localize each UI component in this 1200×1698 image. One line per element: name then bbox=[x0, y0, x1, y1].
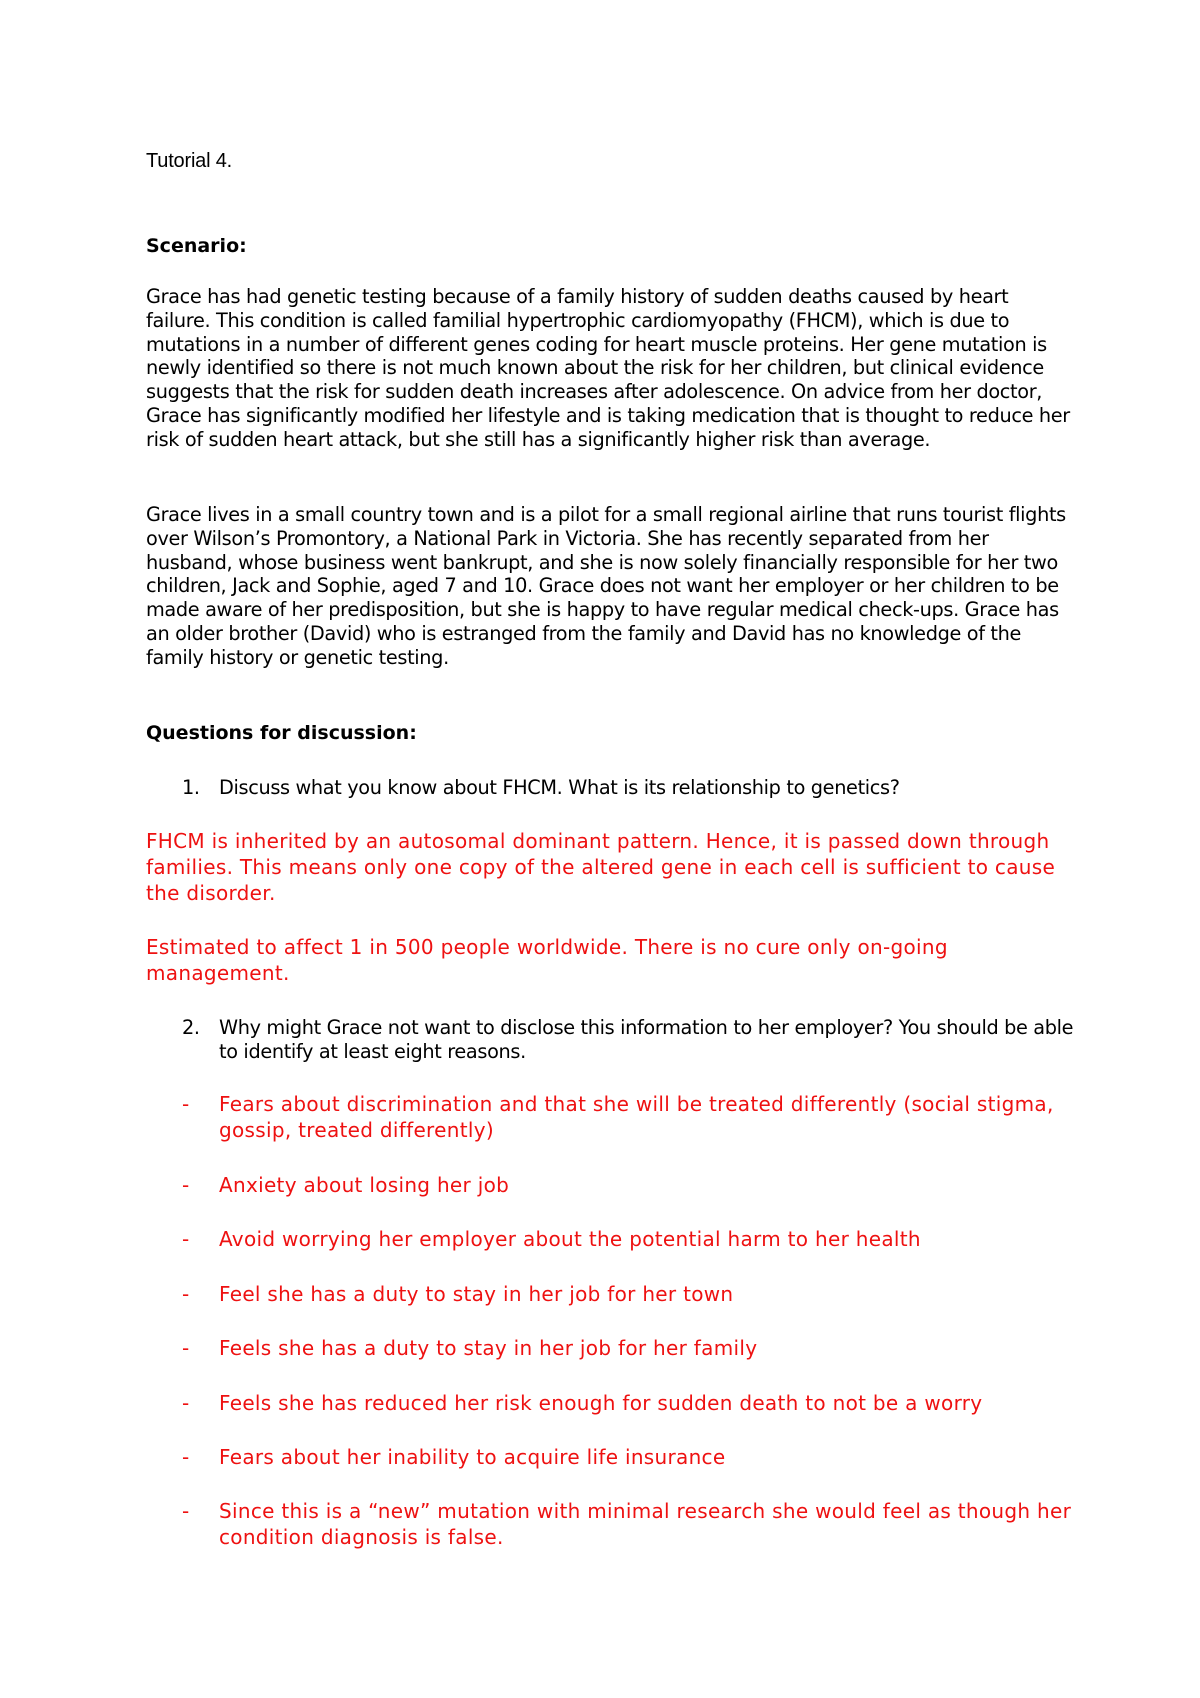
reason-item bbox=[146, 1390, 1076, 1416]
reason-item bbox=[146, 1281, 1076, 1307]
answer-1-paragraph-2: Estimated to affect 1 in 500 people worldwide. There is no cure only on-going management. bbox=[146, 935, 948, 985]
reason-item bbox=[146, 1335, 1076, 1361]
answer-1-paragraph-1: FHCM is inherited by an autosomal dominant pattern. Hence, it is passed down through families. This means only one copy of the altered gene in each cell is sufficient to cause the disorder. bbox=[146, 829, 1056, 905]
bullet-dash: - bbox=[182, 1227, 190, 1251]
reason-item bbox=[146, 1226, 1076, 1252]
reason-text: Feel she has a duty to stay in her job for her town bbox=[219, 1282, 734, 1306]
bullet-dash: - bbox=[182, 1092, 190, 1116]
question-1-text: Discuss what you know about FHCM. What is its relationship to genetics? bbox=[219, 776, 900, 799]
reason-item bbox=[146, 1498, 1076, 1550]
questions-heading: Questions for discussion: bbox=[146, 722, 417, 744]
reason-item bbox=[146, 1172, 1076, 1198]
question-1-number: 1. bbox=[182, 776, 200, 799]
reason-text: Fears about her inability to acquire life insurance bbox=[219, 1445, 726, 1469]
bullet-dash: - bbox=[182, 1173, 190, 1197]
question-1 bbox=[146, 776, 1076, 800]
scenario-paragraph-1: Grace has had genetic testing because of a family history of sudden deaths caused by heart failure. This condition is called familial hypertrophic cardiomyopathy (FHCM), which is due to mutations in a number of different genes coding for heart muscle proteins. Her gene mutation is newly identified so there is not much known about the risk for her children, but clinical evidence suggests that the risk for sudden death increases after adolescence. On advice from her doctor, Grace has significantly modified her lifestyle and is taking medication that is thought to reduce her risk of sudden heart attack, but she still has a significantly higher risk than average. bbox=[146, 285, 1070, 451]
reason-text: Feels she has reduced her risk enough for sudden death to not be a worry bbox=[219, 1391, 983, 1415]
scenario-paragraph-2: Grace lives in a small country town and is a pilot for a small regional airline that runs tourist flights over Wilson’s Promontory, a National Park in Victoria. She has recently separated from her husband, whose business went bankrupt, and she is now solely financially responsible for her two children, Jack and Sophie, aged 7 and 10. Grace does not want her employer or her children to be made aware of her predisposition, but she is happy to have regular medical check-ups. Grace has an older brother (David) who is estranged from the family and David has no knowledge of the family history or genetic testing. bbox=[146, 503, 1066, 669]
bullet-dash: - bbox=[182, 1282, 190, 1306]
bullet-dash: - bbox=[182, 1336, 190, 1360]
bullet-dash: - bbox=[182, 1499, 190, 1523]
reason-text: Fears about discrimination and that she will be treated differently (social stigma, gossip, treated differently) bbox=[219, 1092, 1054, 1142]
document-title: Tutorial 4. bbox=[146, 150, 232, 172]
reason-text: Since this is a “new” mutation with minimal research she would feel as though her condition diagnosis is false. bbox=[219, 1499, 1072, 1549]
reason-text: Anxiety about losing her job bbox=[219, 1173, 510, 1197]
bullet-dash: - bbox=[182, 1445, 190, 1469]
scenario-heading: Scenario: bbox=[146, 235, 247, 257]
reason-text: Avoid worrying her employer about the potential harm to her health bbox=[219, 1227, 921, 1251]
bullet-dash: - bbox=[182, 1391, 190, 1415]
question-2-number: 2. bbox=[182, 1016, 200, 1039]
question-2 bbox=[146, 1016, 1076, 1064]
reason-text: Feels she has a duty to stay in her job for her family bbox=[219, 1336, 758, 1360]
reason-item bbox=[146, 1444, 1076, 1470]
question-2-text: Why might Grace not want to disclose this information to her employer? You should be able to identify at least eight reasons. bbox=[219, 1016, 1074, 1063]
reason-item bbox=[146, 1091, 1076, 1143]
